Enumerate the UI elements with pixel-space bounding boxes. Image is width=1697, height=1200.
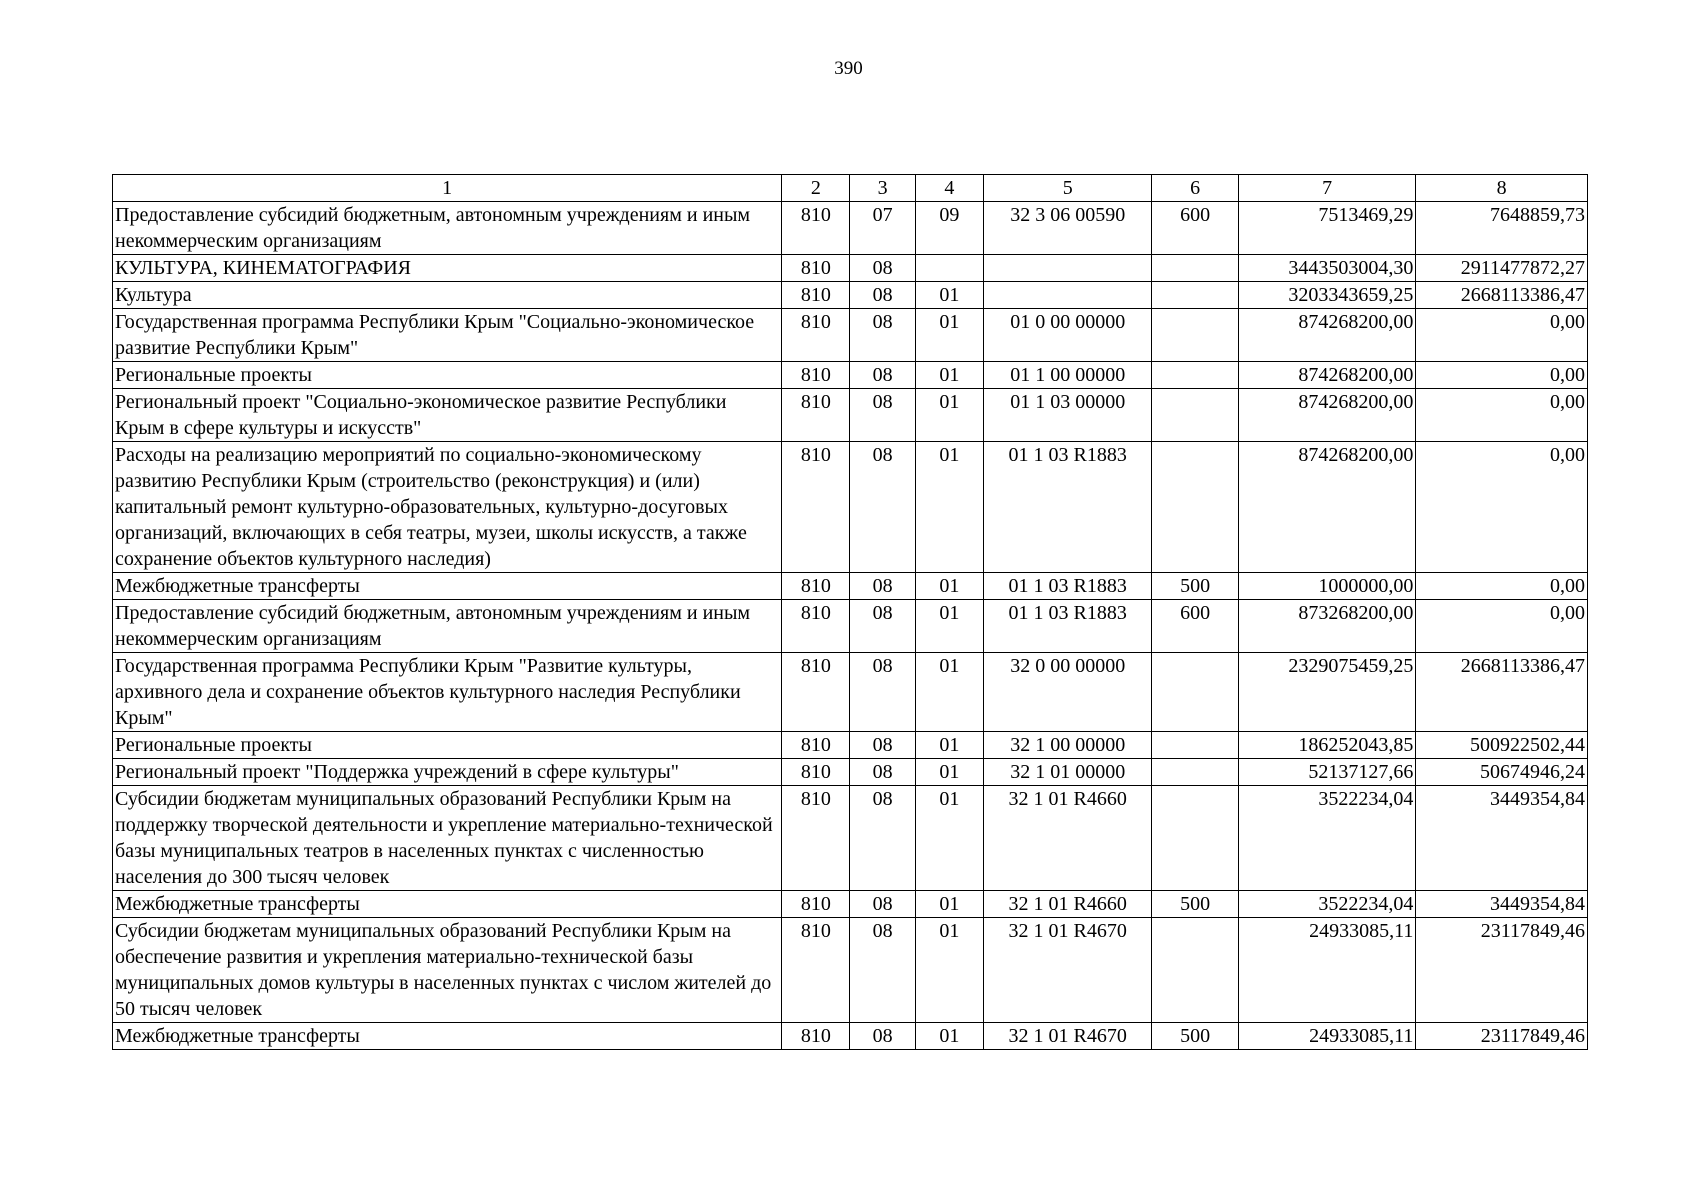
row-code-5-cell: 32 1 01 00000	[983, 759, 1152, 786]
row-code-4-cell: 01	[915, 891, 983, 918]
row-code-6-cell	[1152, 918, 1238, 1023]
row-sum-7-cell: 1000000,00	[1238, 573, 1416, 600]
row-code-2-cell: 810	[782, 202, 850, 255]
row-code-6-cell: 500	[1152, 1023, 1238, 1050]
table-row	[113, 389, 1588, 442]
table-row	[113, 442, 1588, 573]
row-code-5-cell: 32 1 01 R4660	[983, 786, 1152, 891]
table-row	[113, 653, 1588, 732]
row-code-6-cell: 500	[1152, 573, 1238, 600]
row-sum-7-cell: 2329075459,25	[1238, 653, 1416, 732]
row-code-6-cell	[1152, 786, 1238, 891]
table-row	[113, 891, 1588, 918]
table-row	[113, 600, 1588, 653]
row-code-6-cell	[1152, 282, 1238, 309]
row-code-2-cell: 810	[782, 1023, 850, 1050]
row-sum-7-cell: 874268200,00	[1238, 309, 1416, 362]
table-header-row	[113, 175, 1588, 202]
row-name-cell: Региональный проект "Поддержка учреждений в сфере культуры"	[113, 759, 782, 786]
row-sum-8-cell: 23117849,46	[1416, 918, 1588, 1023]
page-number: 390	[834, 58, 863, 79]
row-code-2-cell: 810	[782, 442, 850, 573]
row-code-2-cell: 810	[782, 282, 850, 309]
row-code-3-cell: 08	[850, 600, 915, 653]
row-name-cell: Субсидии бюджетам муниципальных образований Республики Крым на поддержку творческой деятельности и укрепление материально-технической базы муниципальных театров в населенных пунктах с численностью населения до 300 тысяч человек	[113, 786, 782, 891]
row-code-5-cell: 01 1 03 00000	[983, 389, 1152, 442]
row-code-2-cell: 810	[782, 255, 850, 282]
row-code-3-cell: 07	[850, 202, 915, 255]
row-code-2-cell: 810	[782, 362, 850, 389]
row-sum-8-cell: 2668113386,47	[1416, 282, 1588, 309]
row-code-5-cell: 32 0 00 00000	[983, 653, 1152, 732]
table-row	[113, 573, 1588, 600]
table-row	[113, 1023, 1588, 1050]
row-code-6-cell	[1152, 389, 1238, 442]
row-code-2-cell: 810	[782, 732, 850, 759]
row-name-cell: Субсидии бюджетам муниципальных образований Республики Крым на обеспечение развития и укрепления материально-технической базы муниципальных домов культуры в населенных пунктах с числом жителей до 50 тысяч человек	[113, 918, 782, 1023]
row-code-6-cell	[1152, 255, 1238, 282]
row-code-5-cell	[983, 255, 1152, 282]
row-code-5-cell: 32 3 06 00590	[983, 202, 1152, 255]
row-sum-7-cell: 3522234,04	[1238, 891, 1416, 918]
row-sum-8-cell: 0,00	[1416, 600, 1588, 653]
row-sum-8-cell: 50674946,24	[1416, 759, 1588, 786]
row-sum-7-cell: 3443503004,30	[1238, 255, 1416, 282]
row-code-6-cell: 600	[1152, 600, 1238, 653]
header-cell: 5	[983, 175, 1152, 202]
row-sum-8-cell: 0,00	[1416, 389, 1588, 442]
table-row	[113, 786, 1588, 891]
row-sum-8-cell: 7648859,73	[1416, 202, 1588, 255]
header-cell: 2	[782, 175, 850, 202]
table-row	[113, 309, 1588, 362]
row-sum-8-cell: 3449354,84	[1416, 786, 1588, 891]
budget-table	[112, 174, 1588, 1050]
row-name-cell: Государственная программа Республики Крым "Социально-экономическое развитие Республики Крым"	[113, 309, 782, 362]
header-cell: 6	[1152, 175, 1238, 202]
table-row	[113, 255, 1588, 282]
row-code-3-cell: 08	[850, 362, 915, 389]
row-name-cell: Расходы на реализацию мероприятий по социально-экономическому развитию Республики Крым (строительство (реконструкция) и (или) капитальный ремонт культурно-образовательных, культурно-досуговых организаций, включающих в себя театры, музеи, школы искусств, а также сохранение объектов культурного наследия)	[113, 442, 782, 573]
row-sum-7-cell: 3522234,04	[1238, 786, 1416, 891]
row-code-3-cell: 08	[850, 653, 915, 732]
row-code-5-cell: 32 1 01 R4670	[983, 1023, 1152, 1050]
row-sum-7-cell: 52137127,66	[1238, 759, 1416, 786]
row-code-3-cell: 08	[850, 786, 915, 891]
row-code-3-cell: 08	[850, 759, 915, 786]
row-code-6-cell	[1152, 309, 1238, 362]
row-code-4-cell: 01	[915, 442, 983, 573]
row-name-cell: Предоставление субсидий бюджетным, автономным учреждениям и иным некоммерческим организациям	[113, 202, 782, 255]
row-code-4-cell: 01	[915, 600, 983, 653]
row-code-4-cell: 01	[915, 573, 983, 600]
row-code-2-cell: 810	[782, 600, 850, 653]
row-code-6-cell	[1152, 732, 1238, 759]
row-code-4-cell: 01	[915, 362, 983, 389]
table-row	[113, 362, 1588, 389]
row-code-4-cell: 01	[915, 759, 983, 786]
row-code-6-cell	[1152, 362, 1238, 389]
row-code-4-cell: 01	[915, 1023, 983, 1050]
row-code-5-cell	[983, 282, 1152, 309]
row-code-4-cell: 09	[915, 202, 983, 255]
row-code-3-cell: 08	[850, 891, 915, 918]
row-code-3-cell: 08	[850, 255, 915, 282]
table-row	[113, 759, 1588, 786]
row-name-cell: Межбюджетные трансферты	[113, 573, 782, 600]
row-code-3-cell: 08	[850, 389, 915, 442]
row-code-2-cell: 810	[782, 786, 850, 891]
row-code-2-cell: 810	[782, 573, 850, 600]
row-code-3-cell: 08	[850, 732, 915, 759]
row-code-2-cell: 810	[782, 653, 850, 732]
row-name-cell: КУЛЬТУРА, КИНЕМАТОГРАФИЯ	[113, 255, 782, 282]
row-code-5-cell: 01 1 03 R1883	[983, 573, 1152, 600]
row-code-4-cell: 01	[915, 309, 983, 362]
row-name-cell: Межбюджетные трансферты	[113, 1023, 782, 1050]
row-sum-7-cell: 24933085,11	[1238, 1023, 1416, 1050]
row-name-cell: Региональные проекты	[113, 732, 782, 759]
table-row	[113, 282, 1588, 309]
row-sum-7-cell: 874268200,00	[1238, 389, 1416, 442]
row-code-6-cell	[1152, 759, 1238, 786]
row-sum-7-cell: 874268200,00	[1238, 362, 1416, 389]
row-code-4-cell: 01	[915, 786, 983, 891]
row-sum-8-cell: 0,00	[1416, 309, 1588, 362]
row-code-5-cell: 32 1 01 R4660	[983, 891, 1152, 918]
row-code-3-cell: 08	[850, 282, 915, 309]
row-code-4-cell	[915, 255, 983, 282]
row-name-cell: Культура	[113, 282, 782, 309]
row-name-cell: Региональный проект "Социально-экономическое развитие Республики Крым в сфере культуры и искусств"	[113, 389, 782, 442]
row-code-5-cell: 01 1 03 R1883	[983, 442, 1152, 573]
row-sum-7-cell: 24933085,11	[1238, 918, 1416, 1023]
row-code-5-cell: 32 1 00 00000	[983, 732, 1152, 759]
row-sum-7-cell: 873268200,00	[1238, 600, 1416, 653]
row-sum-7-cell: 874268200,00	[1238, 442, 1416, 573]
row-code-5-cell: 01 1 03 R1883	[983, 600, 1152, 653]
row-code-2-cell: 810	[782, 389, 850, 442]
row-name-cell: Межбюджетные трансферты	[113, 891, 782, 918]
row-sum-7-cell: 7513469,29	[1238, 202, 1416, 255]
row-code-4-cell: 01	[915, 653, 983, 732]
row-code-2-cell: 810	[782, 759, 850, 786]
header-cell: 1	[113, 175, 782, 202]
row-sum-8-cell: 0,00	[1416, 573, 1588, 600]
row-sum-8-cell: 500922502,44	[1416, 732, 1588, 759]
table-row	[113, 918, 1588, 1023]
row-code-2-cell: 810	[782, 309, 850, 362]
row-sum-7-cell: 186252043,85	[1238, 732, 1416, 759]
row-code-2-cell: 810	[782, 918, 850, 1023]
row-code-5-cell: 01 0 00 00000	[983, 309, 1152, 362]
row-code-3-cell: 08	[850, 573, 915, 600]
row-code-3-cell: 08	[850, 1023, 915, 1050]
row-code-4-cell: 01	[915, 732, 983, 759]
header-cell: 8	[1416, 175, 1588, 202]
row-code-4-cell: 01	[915, 918, 983, 1023]
row-code-6-cell: 600	[1152, 202, 1238, 255]
row-sum-8-cell: 0,00	[1416, 442, 1588, 573]
row-code-3-cell: 08	[850, 442, 915, 573]
row-sum-7-cell: 3203343659,25	[1238, 282, 1416, 309]
table-row	[113, 202, 1588, 255]
row-sum-8-cell: 2911477872,27	[1416, 255, 1588, 282]
row-code-5-cell: 01 1 00 00000	[983, 362, 1152, 389]
row-code-4-cell: 01	[915, 389, 983, 442]
row-sum-8-cell: 23117849,46	[1416, 1023, 1588, 1050]
row-sum-8-cell: 2668113386,47	[1416, 653, 1588, 732]
row-code-6-cell	[1152, 442, 1238, 573]
row-code-6-cell	[1152, 653, 1238, 732]
row-code-4-cell: 01	[915, 282, 983, 309]
header-cell: 4	[915, 175, 983, 202]
table-row	[113, 732, 1588, 759]
row-code-3-cell: 08	[850, 309, 915, 362]
row-name-cell: Государственная программа Республики Крым "Развитие культуры, архивного дела и сохранение объектов культурного наследия Республики Крым"	[113, 653, 782, 732]
row-code-6-cell: 500	[1152, 891, 1238, 918]
row-sum-8-cell: 0,00	[1416, 362, 1588, 389]
row-name-cell: Предоставление субсидий бюджетным, автономным учреждениям и иным некоммерческим организациям	[113, 600, 782, 653]
row-code-3-cell: 08	[850, 918, 915, 1023]
row-code-5-cell: 32 1 01 R4670	[983, 918, 1152, 1023]
header-cell: 7	[1238, 175, 1416, 202]
row-sum-8-cell: 3449354,84	[1416, 891, 1588, 918]
row-code-2-cell: 810	[782, 891, 850, 918]
row-name-cell: Региональные проекты	[113, 362, 782, 389]
header-cell: 3	[850, 175, 915, 202]
